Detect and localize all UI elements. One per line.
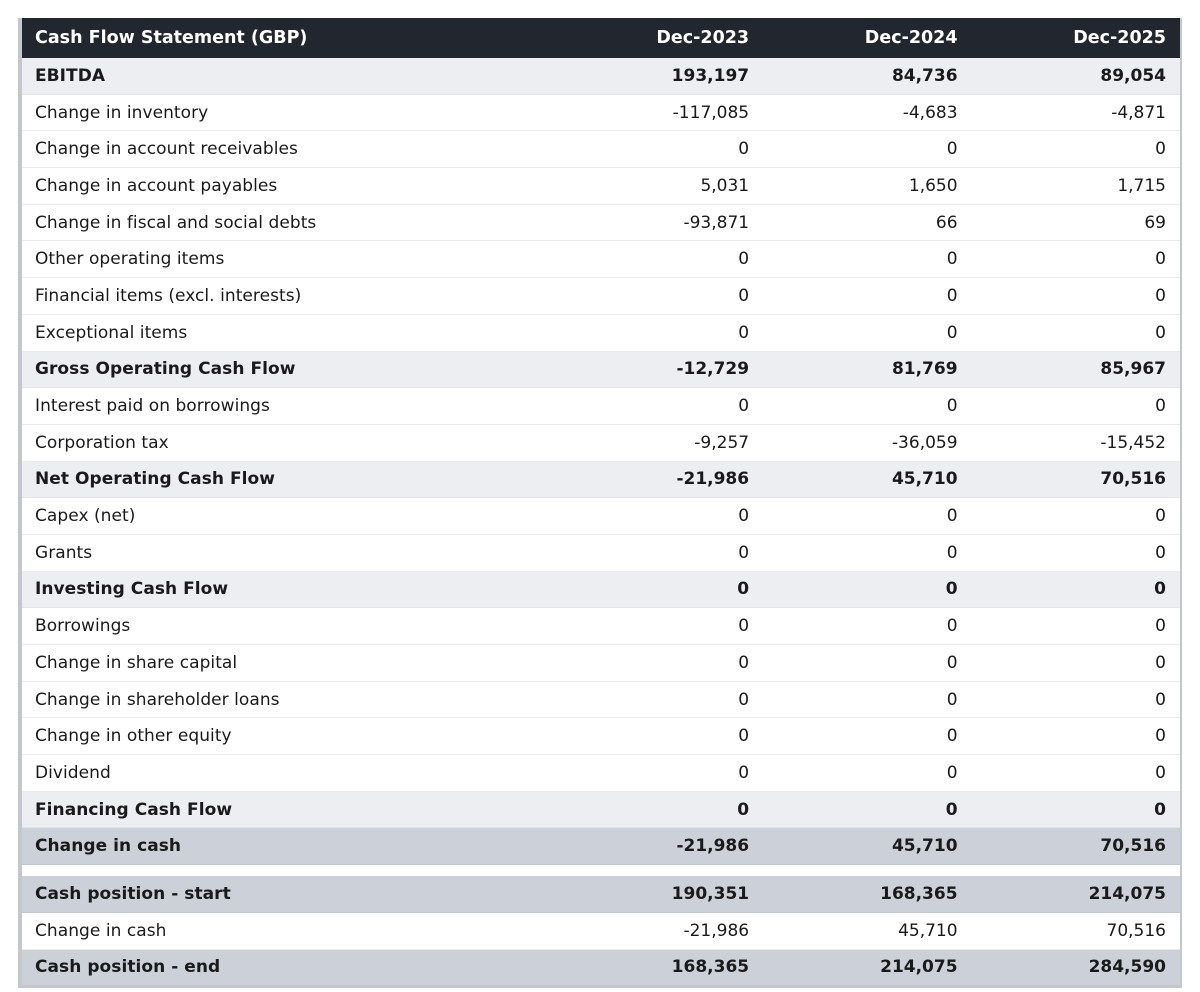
column-header-2: Dec-2025 [1073,28,1166,48]
row-value: -21,986 [555,828,763,865]
row-value: 0 [555,241,763,278]
row-value: 0 [555,131,763,168]
row-value: 84,736 [763,58,971,94]
table-row [22,571,1180,608]
row-value: 85,967 [972,351,1180,388]
row-value: 0 [763,314,971,351]
row-value: 190,351 [555,876,763,912]
row-label: Dividend [22,755,555,792]
row-label: Interest paid on borrowings [22,388,555,425]
row-value: 0 [972,314,1180,351]
row-value: 0 [763,681,971,718]
row-label: Cash position - start [22,876,555,912]
row-value: 0 [972,571,1180,608]
row-value: 69 [972,204,1180,241]
row-value: 0 [555,388,763,425]
row-value: 0 [972,278,1180,315]
table-row [22,608,1180,645]
row-value: 0 [972,608,1180,645]
row-value: 193,197 [555,58,763,94]
row-value: 89,054 [972,58,1180,94]
row-value: 81,769 [763,351,971,388]
row-label: Borrowings [22,608,555,645]
table-row [22,755,1180,792]
row-label: Change in shareholder loans [22,681,555,718]
column-header-0: Dec-2023 [656,28,750,48]
row-value: 0 [555,498,763,535]
row-value: 0 [763,608,971,645]
row-value: 0 [972,498,1180,535]
row-value: 0 [555,791,763,828]
table-row [22,718,1180,755]
row-value: 0 [972,241,1180,278]
row-value: 70,516 [972,912,1180,949]
table-row [22,388,1180,425]
row-value: -117,085 [555,94,763,131]
table-row [22,912,1180,949]
row-value: 0 [555,314,763,351]
row-label: Change in other equity [22,718,555,755]
table-row [22,204,1180,241]
row-value: 0 [555,755,763,792]
row-value: -21,986 [555,912,763,949]
row-label: Grants [22,534,555,571]
row-label: Investing Cash Flow [22,571,555,608]
row-label: Financing Cash Flow [22,791,555,828]
row-label: Change in cash [22,828,555,865]
row-value: 0 [555,278,763,315]
row-value: 66 [763,204,971,241]
row-value: 0 [763,534,971,571]
row-value: 1,650 [763,168,971,205]
row-value: 0 [972,718,1180,755]
table-row [22,58,1180,94]
row-label: Exceptional items [22,314,555,351]
row-value: -21,986 [555,461,763,498]
spacer-cell [22,865,1180,877]
table-row [22,949,1180,985]
row-value: 0 [555,718,763,755]
table-row [22,424,1180,461]
row-value: 0 [972,534,1180,571]
row-value: -4,871 [972,94,1180,131]
table-header [22,18,1180,58]
row-value: 0 [763,791,971,828]
row-value: 0 [555,534,763,571]
row-value: 214,075 [972,876,1180,912]
table-title: Cash Flow Statement (GBP) [35,28,308,48]
table-row [22,278,1180,315]
table-row [22,645,1180,682]
table-row [22,534,1180,571]
row-value: 0 [555,571,763,608]
row-value: 0 [763,645,971,682]
row-value: 45,710 [763,912,971,949]
row-value: -9,257 [555,424,763,461]
row-value: 0 [972,645,1180,682]
row-value: 45,710 [763,828,971,865]
row-label: Gross Operating Cash Flow [22,351,555,388]
row-value: 0 [555,681,763,718]
row-label: Corporation tax [22,424,555,461]
table-row [22,498,1180,535]
row-value: 45,710 [763,461,971,498]
row-label: Change in account payables [22,168,555,205]
row-label: Financial items (excl. interests) [22,278,555,315]
row-value: -12,729 [555,351,763,388]
row-label: Other operating items [22,241,555,278]
table-row [22,351,1180,388]
row-value: -15,452 [972,424,1180,461]
row-value: 168,365 [671,957,750,978]
row-value: 0 [555,608,763,645]
row-label: Capex (net) [22,498,555,535]
spacer-row [22,865,1180,877]
table-row [22,94,1180,131]
row-label: Change in cash [22,912,555,949]
row-value: 0 [763,498,971,535]
table-row [22,461,1180,498]
table-row [22,876,1180,912]
row-value: -36,059 [763,424,971,461]
row-value: 0 [972,131,1180,168]
table-row [22,828,1180,865]
row-label: Net Operating Cash Flow [22,461,555,498]
row-value: 0 [972,791,1180,828]
row-value: 284,590 [1088,957,1166,978]
row-value: 0 [763,278,971,315]
table-body [22,58,1180,985]
row-value: 0 [763,131,971,168]
row-label: Change in fiscal and social debts [22,204,555,241]
row-label: EBITDA [22,58,555,94]
row-value: 0 [763,718,971,755]
row-label: Cash position - end [35,957,221,978]
row-value: -93,871 [555,204,763,241]
row-label: Change in share capital [22,645,555,682]
row-label: Change in inventory [22,94,555,131]
row-value: 0 [763,388,971,425]
row-value: 1,715 [972,168,1180,205]
column-header-1: Dec-2024 [864,28,958,48]
table-row [22,241,1180,278]
row-value: 0 [972,388,1180,425]
row-value: 5,031 [555,168,763,205]
row-value: 0 [763,571,971,608]
table-row [22,168,1180,205]
table-row [22,681,1180,718]
table-row [22,314,1180,351]
cash-flow-table [22,18,1180,985]
row-value: -4,683 [763,94,971,131]
cash-flow-statement-table [18,18,1182,988]
row-value: 0 [763,241,971,278]
row-value: 214,075 [880,957,958,978]
row-value: 0 [555,645,763,682]
row-label: Change in account receivables [22,131,555,168]
header-row [22,18,1180,58]
table-row [22,791,1180,828]
row-value: 168,365 [763,876,971,912]
row-value: 70,516 [972,828,1180,865]
table-row [22,131,1180,168]
row-value: 70,516 [972,461,1180,498]
row-value: 0 [972,681,1180,718]
row-value: 0 [972,755,1180,792]
row-value: 0 [763,755,971,792]
